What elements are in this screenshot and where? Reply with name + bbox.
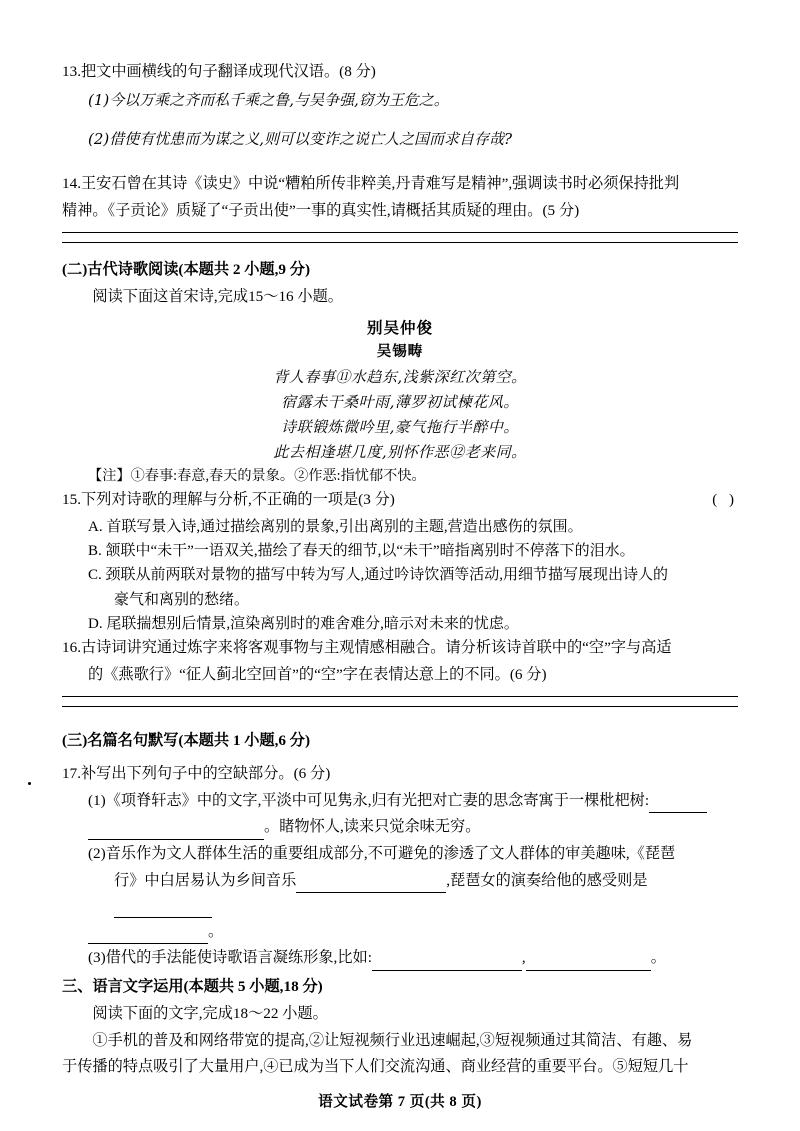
answer-rule xyxy=(62,242,738,243)
question-17-item-2-cont: 行》中白居易认为乡间音乐 ,琵琶女的演奏给他的感受则是 xyxy=(62,869,738,918)
page-footer: 语文试卷第 7 页(共 8 页) xyxy=(318,1094,482,1110)
blank-line xyxy=(114,902,212,918)
blank-line xyxy=(88,928,208,944)
question-13-item-2: (2)借使有忧患而为谋之义,则可以变诈之说亡人之国而求自存哉? xyxy=(88,129,513,148)
answer-rule xyxy=(62,706,738,707)
passage-line-1: ①手机的普及和网络带宽的提高,②让短视频行业迅速崛起,③短视频通过其简洁、有趣、易 xyxy=(92,1032,693,1050)
page-content xyxy=(62,60,738,1079)
question-14-line-1: 14.王安石曾在其诗《读史》中说“糟粕所传非粹美,丹青难写是精神”,强调读书时必须保持批判 xyxy=(62,175,680,193)
section-4-heading: 三、语言文字运用(本题共 5 小题,18 分) xyxy=(62,978,323,996)
blank-line xyxy=(372,955,522,971)
question-16-line-1: 16.古诗词讲究通过炼字来将客观事物与主观情感相融合。请分析该诗首联中的“空”字与高适 xyxy=(62,639,672,657)
passage-line-2: 于传播的特点吸引了大量用户,④已成为当下人们交流沟通、商业经营的重要平台。⑤短短几十 xyxy=(62,1057,689,1075)
blank-line xyxy=(649,797,707,813)
answer-rule xyxy=(62,696,738,697)
question-17-stem: 17.补写出下列句子中的空缺部分。(6 分) xyxy=(62,765,331,783)
question-13-stem: 13.把文中画横线的句子翻译成现代汉语。(8 分) xyxy=(62,63,376,80)
answer-brackets: ( ) xyxy=(712,492,738,509)
poem-line: 此去相逢堪几度,别怀作恶⑫老来同。 xyxy=(273,443,527,462)
question-15-option-d: D. 尾联揣想别后情景,渲染离别时的难舍难分,暗示对未来的忧虑。 xyxy=(88,615,519,632)
question-17-item-2-cont-2: 。 xyxy=(62,920,738,945)
margin-dot xyxy=(28,782,31,785)
blank-line xyxy=(526,955,651,971)
poem-line: 背人春事⑪水趋东,浅紫深红次第空。 xyxy=(273,367,527,386)
blank-line xyxy=(88,824,264,840)
section-2-heading: (二)古代诗歌阅读(本题共 2 小题,9 分) xyxy=(62,261,311,279)
question-14-line-2: 精神。《子贡论》质疑了“子贡出使”一事的真实性,请概括其质疑的理由。(5 分) xyxy=(62,201,580,219)
question-15-option-c: C. 颈联从前两联对景物的描写中转为写人,通过吟诗饮酒等活动,用细节描写展现出诗人的 xyxy=(88,567,669,584)
question-15-stem: ( ) 15.下列对诗歌的理解与分析,不正确的一项是(3 分) xyxy=(62,488,738,513)
poem-title: 别吴仲俊 xyxy=(366,319,433,337)
question-15-option-c-cont: 豪气和离别的愁绪。 xyxy=(114,591,250,608)
question-15-option-b: B. 颔联中“未干”一语双关,描绘了春天的细节,以“未干”暗指离别时不停落下的泪水。 xyxy=(88,543,635,560)
section-3-heading: (三)名篇名句默写(本题共 1 小题,6 分) xyxy=(62,732,311,750)
question-17-item-1: (1)《项脊轩志》中的文字,平淡中可见隽永,归有光把对亡妻的思念寄寓于一棵枇杷树: xyxy=(62,789,738,814)
poem-line: 诗联锻炼微吟里,豪气拖行半醉中。 xyxy=(281,418,519,436)
question-17-item-1-cont: 。睹物怀人,读来只觉余味无穷。 xyxy=(62,815,738,840)
poem-line: 宿露未干桑叶雨,薄罗初试楝花风。 xyxy=(281,392,519,411)
question-16-line-2: 的《燕歌行》“征人蓟北空回首”的“空”字在表情达意上的不同。(6 分) xyxy=(88,665,547,683)
answer-rule xyxy=(62,232,738,233)
poem-author: 吴锡畴 xyxy=(376,343,424,360)
question-15-option-a: A. 首联写景入诗,通过描绘离别的景象,引出离别的主题,营造出感伤的氛围。 xyxy=(88,518,583,535)
question-17-item-2: (2)音乐作为文人群体生活的重要组成部分,不可避免的渗透了文人群体的审美趣味,《琵琶 xyxy=(88,844,676,862)
blank-line xyxy=(296,877,446,893)
question-13-item-1: (1)今以万乘之齐而私千乘之鲁,与吴争强,窃为王危之。 xyxy=(88,90,449,109)
question-17-item-3: (3)借代的手法能使诗歌语言凝练形象,比如: , 。 xyxy=(62,946,738,971)
poem-note: 【注】①春事:春意,春天的景象。②作恶:指忧郁不快。 xyxy=(88,468,426,485)
section-4-instruction: 阅读下面的文字,完成18～22 小题。 xyxy=(92,1004,328,1022)
section-2-instruction: 阅读下面这首宋诗,完成15～16 小题。 xyxy=(92,288,343,305)
